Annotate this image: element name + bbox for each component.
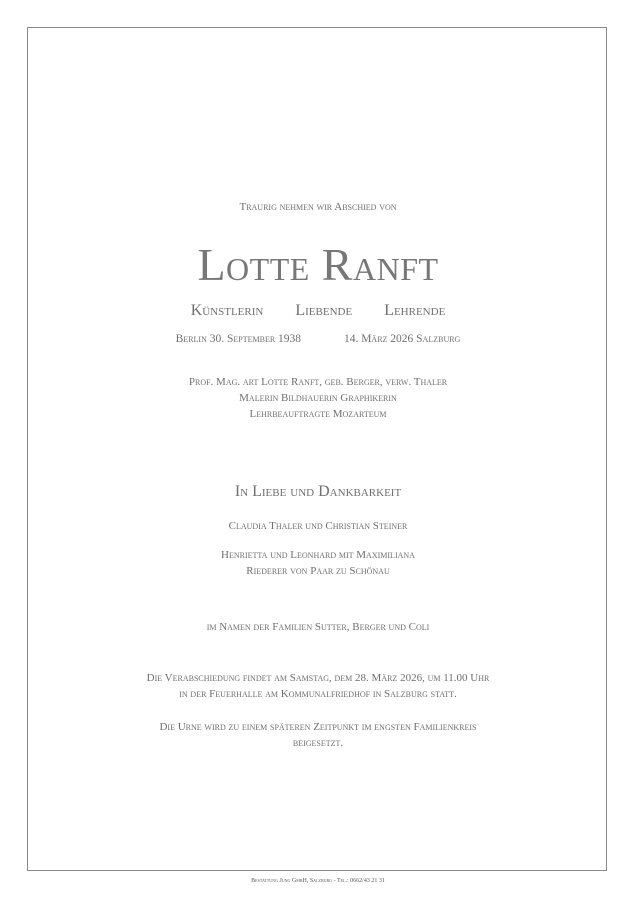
title-line: Lehrbeauftragte Mozarteum xyxy=(249,408,387,420)
role-teacher: Lehrende xyxy=(384,302,446,319)
dates-line xyxy=(0,333,636,345)
birth-date: Berlin 30. September 1938 xyxy=(175,333,302,345)
urn-line: Die Urne wird zu einem späteren Zeitpunkt im engsten Familienkreis xyxy=(159,721,477,733)
family-block-2 xyxy=(0,547,636,579)
title-line: Malerin Bildhauerin Graphikerin xyxy=(239,392,397,404)
ceremony-line: in der Feuerhalle am Kommunalfriedhof in Salzburg statt. xyxy=(179,688,457,700)
title-line: Prof. Mag. art Lotte Ranft, geb. Berger, verw. Thaler xyxy=(188,376,448,388)
intro-text: Traurig nehmen wir Abschied von xyxy=(239,201,397,213)
role-lover: Liebende xyxy=(295,302,353,319)
family-line: Riederer von Paar zu Schönau xyxy=(246,565,390,577)
roles-line xyxy=(0,302,636,320)
titles-block xyxy=(0,374,636,422)
footer-text: Bestattung Jung GmbH, Salzburg - Tel.: 0662/43 21 31 xyxy=(251,878,385,884)
dedication-heading: In Liebe und Dankbarkeit xyxy=(234,483,402,500)
ceremony-line: Die Verabschiedung findet am Samstag, dem 28. März 2026, um 11.00 Uhr xyxy=(146,672,490,684)
family-line-1: Claudia Thaler und Christian Steiner xyxy=(228,520,408,532)
family-line: Henrietta und Leonhard mit Maximiliana xyxy=(221,549,415,561)
role-artist: Künstlerin xyxy=(190,302,264,319)
death-date: 14. März 2026 Salzburg xyxy=(343,333,461,345)
deceased-name: Lotte Ranft xyxy=(197,239,439,290)
ceremony-block xyxy=(0,670,636,702)
urn-block xyxy=(0,719,636,751)
urn-line: beigesetzt. xyxy=(292,737,344,749)
families-note: im Namen der Familien Sutter, Berger und Coli xyxy=(206,621,430,633)
